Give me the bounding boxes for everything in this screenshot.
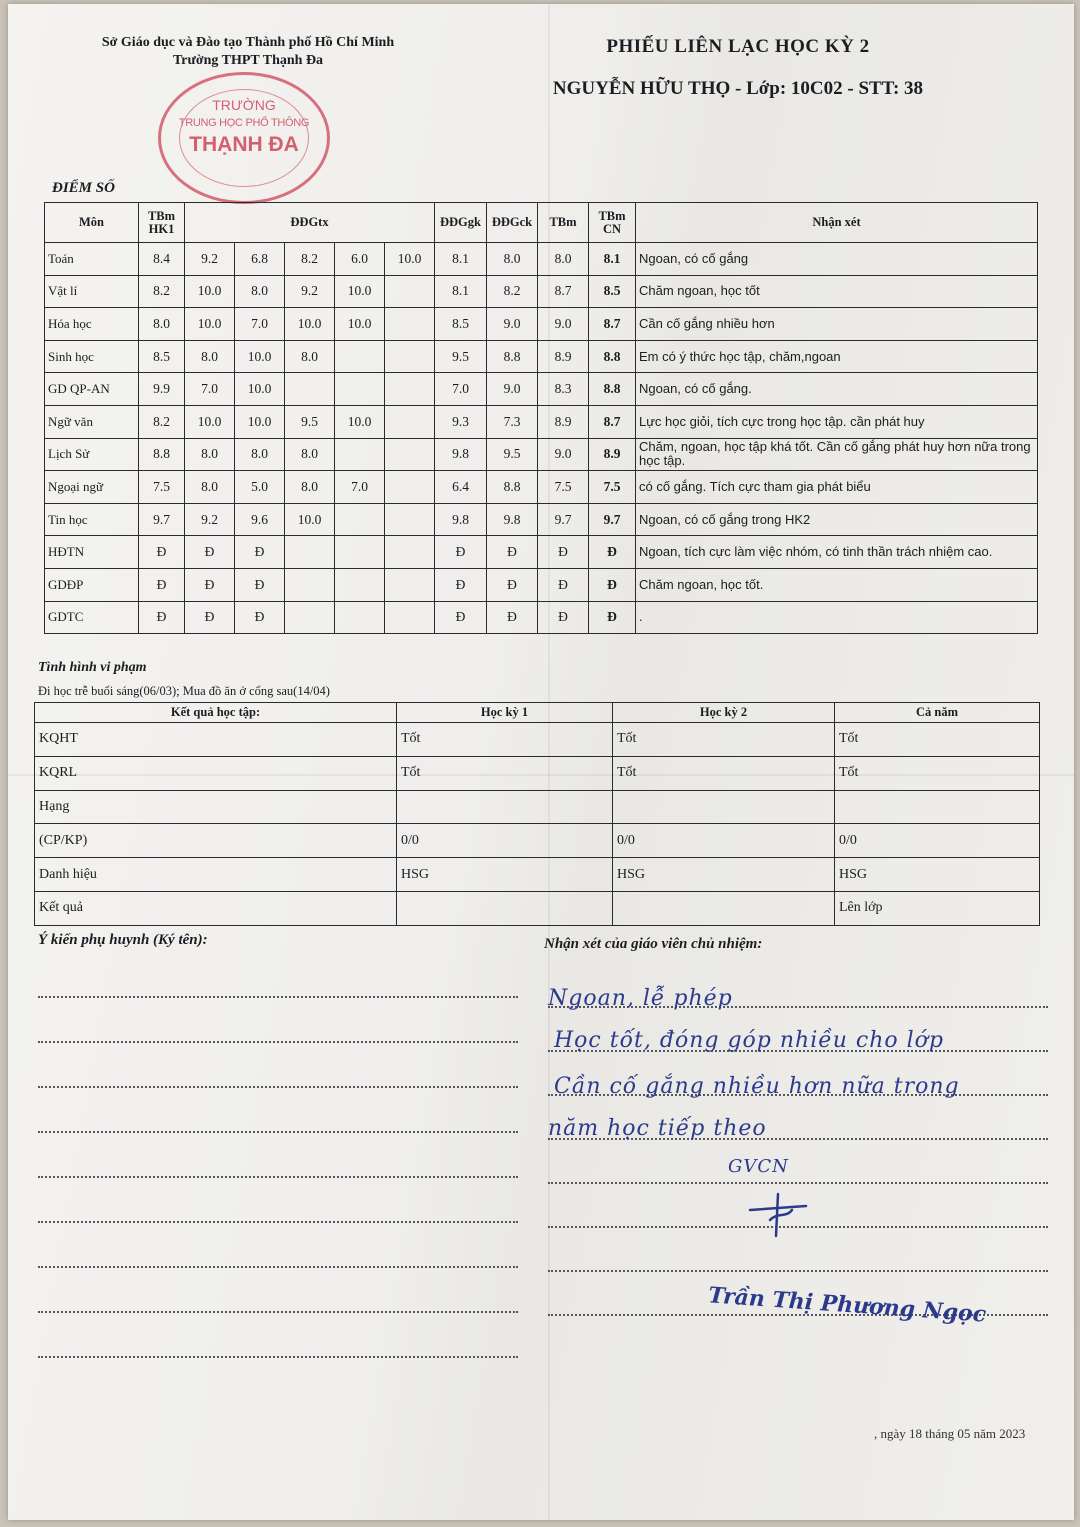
subject-cell: HĐTN <box>45 536 139 569</box>
result-row <box>35 756 1040 790</box>
tx-cell <box>385 340 435 373</box>
comment-cell: Chăm ngoan, học tốt. <box>636 568 1038 601</box>
grade-row <box>45 503 1038 536</box>
comment-cell: Cần cố gắng nhiều hơn <box>636 308 1038 341</box>
tx-cell: 10.0 <box>385 243 435 276</box>
ck-cell: 8.0 <box>487 243 538 276</box>
col-ddgck: ĐĐGck <box>487 203 538 243</box>
hk1-cell: 9.9 <box>139 373 185 406</box>
tx-cell: 8.0 <box>285 471 335 504</box>
ck-cell: 9.0 <box>487 373 538 406</box>
tbm-cn-cell: 8.8 <box>589 373 636 406</box>
comment-cell: Em có ý thức học tập, chăm,ngoan <box>636 340 1038 373</box>
result-hk1-cell: HSG <box>397 858 613 892</box>
tx-cell: 8.0 <box>285 438 335 471</box>
tx-cell: 9.2 <box>185 503 235 536</box>
result-row <box>35 723 1040 757</box>
teacher-role: GVCN <box>728 1156 789 1177</box>
stamp-line-3: THẠNH ĐA <box>189 133 299 156</box>
grade-row <box>45 243 1038 276</box>
result-label-cell: KQHT <box>35 723 397 757</box>
subject-cell: GDTC <box>45 601 139 634</box>
grade-row <box>45 601 1038 634</box>
stamp-inner-ring <box>179 89 309 187</box>
grade-row <box>45 275 1038 308</box>
tx-cell <box>335 601 385 634</box>
tx-cell <box>335 536 385 569</box>
teacher-comment-line-2: Học tốt, đóng góp nhiều cho lớp <box>554 1028 945 1053</box>
gk-cell: 9.5 <box>435 340 487 373</box>
result-year-cell <box>835 790 1040 824</box>
tbm-cn-cell: Đ <box>589 536 636 569</box>
grade-row <box>45 340 1038 373</box>
tbm-cell: Đ <box>538 601 589 634</box>
subject-cell: Vật lí <box>45 275 139 308</box>
hk1-cell: 9.7 <box>139 503 185 536</box>
ck-cell: 8.2 <box>487 275 538 308</box>
result-year-cell: HSG <box>835 858 1040 892</box>
tx-cell: 10.0 <box>335 405 385 438</box>
gk-cell: 9.8 <box>435 503 487 536</box>
tbm-cell: 8.0 <box>538 243 589 276</box>
tx-cell <box>285 568 335 601</box>
tx-cell: 5.0 <box>235 471 285 504</box>
tx-cell: Đ <box>235 536 285 569</box>
col-subject: Môn <box>45 203 139 243</box>
tbm-cn-cell: 8.7 <box>589 308 636 341</box>
subject-cell: Sinh học <box>45 340 139 373</box>
tbm-cell: 9.7 <box>538 503 589 536</box>
parent-writing-line <box>38 1266 518 1268</box>
tx-cell <box>385 471 435 504</box>
comment-cell: Chăm ngoan, học tốt <box>636 275 1038 308</box>
tx-cell: 10.0 <box>235 405 285 438</box>
teacher-comment-line-1: Ngoan, lễ phép <box>548 986 733 1011</box>
gk-cell: 8.1 <box>435 243 487 276</box>
hk1-cell: 8.8 <box>139 438 185 471</box>
tx-cell: 8.0 <box>185 438 235 471</box>
parent-writing-line <box>38 1356 518 1358</box>
school-stamp <box>158 72 330 204</box>
tx-cell: 10.0 <box>235 340 285 373</box>
hk1-cell: Đ <box>139 536 185 569</box>
ck-cell: 9.8 <box>487 503 538 536</box>
teacher-writing-line <box>548 1270 1048 1272</box>
results-header-year: Cả năm <box>835 703 1040 723</box>
result-hk2-cell <box>613 891 835 925</box>
violations-title: Tình hình vi phạm <box>38 660 147 675</box>
tx-cell: 8.2 <box>285 243 335 276</box>
result-hk1-cell <box>397 891 613 925</box>
tx-cell <box>385 536 435 569</box>
comment-cell: Ngoan, tích cực làm việc nhóm, có tinh thần trách nhiệm cao. <box>636 536 1038 569</box>
result-label-cell: KQRL <box>35 756 397 790</box>
tx-cell: 9.6 <box>235 503 285 536</box>
tx-cell: 7.0 <box>235 308 285 341</box>
teacher-comment-label: Nhận xét của giáo viên chủ nhiệm: <box>544 936 763 952</box>
tx-cell: Đ <box>185 601 235 634</box>
gk-cell: 8.1 <box>435 275 487 308</box>
results-header-hk1: Học kỳ 1 <box>397 703 613 723</box>
tbm-cell: 7.5 <box>538 471 589 504</box>
tx-cell: 9.2 <box>185 243 235 276</box>
tx-cell <box>335 568 385 601</box>
result-label-cell: Hạng <box>35 790 397 824</box>
stamp-line-1: TRƯỜNG <box>212 97 276 113</box>
tx-cell <box>385 405 435 438</box>
grades-body <box>45 243 1038 634</box>
tx-cell: 10.0 <box>185 308 235 341</box>
result-hk1-cell <box>397 790 613 824</box>
subject-cell: Hóa học <box>45 308 139 341</box>
tx-cell <box>335 438 385 471</box>
result-row <box>35 891 1040 925</box>
issuer-block <box>58 34 438 70</box>
tbm-cn-cell: 8.1 <box>589 243 636 276</box>
grades-header-row <box>45 203 1038 243</box>
tbm-cell: 9.0 <box>538 438 589 471</box>
tx-cell: 8.0 <box>185 340 235 373</box>
result-hk1-cell: Tốt <box>397 756 613 790</box>
tbm-cn-cell: 8.8 <box>589 340 636 373</box>
tx-cell: Đ <box>235 601 285 634</box>
col-comment: Nhận xét <box>636 203 1038 243</box>
tx-cell <box>335 373 385 406</box>
parent-writing-line <box>38 1041 518 1043</box>
tx-cell: 6.8 <box>235 243 285 276</box>
hk1-cell: 8.2 <box>139 405 185 438</box>
tbm-cell: 8.9 <box>538 340 589 373</box>
parent-writing-line <box>38 1086 518 1088</box>
parent-writing-line <box>38 1221 518 1223</box>
result-hk2-cell: Tốt <box>613 756 835 790</box>
tx-cell <box>385 373 435 406</box>
hk1-cell: Đ <box>139 568 185 601</box>
title-block <box>513 36 963 100</box>
results-body <box>35 723 1040 926</box>
tx-cell: 8.0 <box>235 438 285 471</box>
tx-cell <box>385 601 435 634</box>
col-ddgtx: ĐĐGtx <box>185 203 435 243</box>
tbm-cell: Đ <box>538 536 589 569</box>
hk1-cell: 8.5 <box>139 340 185 373</box>
ck-cell: Đ <box>487 601 538 634</box>
tx-cell <box>385 308 435 341</box>
results-header-row <box>35 703 1040 723</box>
hk1-cell: 8.2 <box>139 275 185 308</box>
grade-row <box>45 471 1038 504</box>
comment-cell: có cố gắng. Tích cực tham gia phát biểu <box>636 471 1038 504</box>
tx-cell <box>285 536 335 569</box>
form-title: PHIẾU LIÊN LẠC HỌC KỲ 2 <box>606 36 870 57</box>
comment-cell: Lực học giỏi, tích cực trong học tập. cần phát huy <box>636 405 1038 438</box>
tx-cell: 6.0 <box>335 243 385 276</box>
ck-cell: 9.0 <box>487 308 538 341</box>
result-hk2-cell: HSG <box>613 858 835 892</box>
subject-cell: GD QP-AN <box>45 373 139 406</box>
tbm-cn-cell: 8.5 <box>589 275 636 308</box>
hk1-cell: 8.4 <box>139 243 185 276</box>
teacher-comment-line-3: Cần cố gắng nhiều hơn nữa trong <box>554 1074 960 1099</box>
result-hk2-cell: 0/0 <box>613 824 835 858</box>
gk-cell: Đ <box>435 568 487 601</box>
grades-section-title: ĐIỂM SỐ <box>52 180 115 196</box>
violations-text: Đi học trễ buổi sáng(06/03); Mua đồ ăn ở cổng sau(14/04) <box>38 684 330 698</box>
parent-writing-line <box>38 996 518 998</box>
tbm-cn-cell: Đ <box>589 568 636 601</box>
tx-cell: 9.5 <box>285 405 335 438</box>
tx-cell <box>335 503 385 536</box>
teacher-comment-line-4: năm học tiếp theo <box>548 1116 767 1141</box>
gk-cell: Đ <box>435 601 487 634</box>
grade-row <box>45 308 1038 341</box>
ck-cell: 7.3 <box>487 405 538 438</box>
subject-cell: GDĐP <box>45 568 139 601</box>
comment-cell: Ngoan, có cố gắng trong HK2 <box>636 503 1038 536</box>
subject-cell: Ngữ văn <box>45 405 139 438</box>
result-hk2-cell <box>613 790 835 824</box>
result-year-cell: Lên lớp <box>835 891 1040 925</box>
tbm-cn-cell: 9.7 <box>589 503 636 536</box>
ck-cell: 8.8 <box>487 340 538 373</box>
tx-cell <box>385 275 435 308</box>
tx-cell: 9.2 <box>285 275 335 308</box>
tbm-cell: 8.7 <box>538 275 589 308</box>
gk-cell: 9.3 <box>435 405 487 438</box>
result-label-cell: Danh hiệu <box>35 858 397 892</box>
comment-cell: Chăm, ngoan, học tập khá tốt. Cần cố gắng phát huy hơn nữa trong học tập. <box>636 438 1038 471</box>
report-card-sheet <box>8 4 1074 1520</box>
col-tbm-cn: TBm CN <box>589 203 636 243</box>
subject-cell: Tin học <box>45 503 139 536</box>
parent-writing-line <box>38 1176 518 1178</box>
result-hk1-cell: Tốt <box>397 723 613 757</box>
gk-cell: 7.0 <box>435 373 487 406</box>
grade-row <box>45 373 1038 406</box>
hk1-cell: 8.0 <box>139 308 185 341</box>
teacher-name: Trần Thị Phương Ngọc <box>707 1282 988 1328</box>
tx-cell <box>385 568 435 601</box>
result-year-cell: Tốt <box>835 723 1040 757</box>
tbm-cn-cell: 8.7 <box>589 405 636 438</box>
grade-row <box>45 568 1038 601</box>
result-row <box>35 824 1040 858</box>
parent-comment-label: Ý kiến phụ huynh (Ký tên): <box>38 932 208 948</box>
grade-row <box>45 438 1038 471</box>
tbm-cn-cell: 8.9 <box>589 438 636 471</box>
tx-cell: Đ <box>235 568 285 601</box>
col-tbm: TBm <box>538 203 589 243</box>
hk1-cell: 7.5 <box>139 471 185 504</box>
tx-cell: 10.0 <box>285 503 335 536</box>
tbm-cn-cell: 7.5 <box>589 471 636 504</box>
parent-writing-line <box>38 1131 518 1133</box>
col-tbm-hk1: TBm HK1 <box>139 203 185 243</box>
result-year-cell: 0/0 <box>835 824 1040 858</box>
tx-cell: Đ <box>185 568 235 601</box>
tx-cell: 7.0 <box>185 373 235 406</box>
tbm-cn-cell: Đ <box>589 601 636 634</box>
result-label-cell: Kết quả <box>35 891 397 925</box>
result-label-cell: (CP/KP) <box>35 824 397 858</box>
grade-row <box>45 536 1038 569</box>
tx-cell <box>385 503 435 536</box>
tx-cell <box>285 601 335 634</box>
stamp-line-2: TRUNG HỌC PHỔ THÔNG <box>178 117 310 129</box>
comment-cell: Ngoan, có cố gắng. <box>636 373 1038 406</box>
gk-cell: 9.8 <box>435 438 487 471</box>
teacher-signature <box>748 1190 808 1238</box>
results-header-hk2: Học kỳ 2 <box>613 703 835 723</box>
tx-cell: 7.0 <box>335 471 385 504</box>
tx-cell <box>285 373 335 406</box>
tx-cell: 8.0 <box>285 340 335 373</box>
tx-cell: 10.0 <box>285 308 335 341</box>
tbm-cell: 8.3 <box>538 373 589 406</box>
comment-cell: Ngoan, có cố gắng <box>636 243 1038 276</box>
tx-cell: 10.0 <box>235 373 285 406</box>
result-row <box>35 858 1040 892</box>
result-row <box>35 790 1040 824</box>
tx-cell <box>335 340 385 373</box>
subject-cell: Lịch Sử <box>45 438 139 471</box>
gk-cell: 8.5 <box>435 308 487 341</box>
results-table <box>34 702 1040 926</box>
grades-table <box>44 202 1038 634</box>
results-header-label: Kết quả học tập: <box>35 703 397 723</box>
tx-cell: Đ <box>185 536 235 569</box>
subject-cell: Ngoại ngữ <box>45 471 139 504</box>
tx-cell: 8.0 <box>185 471 235 504</box>
tbm-cell: 9.0 <box>538 308 589 341</box>
tx-cell: 10.0 <box>335 308 385 341</box>
result-hk1-cell: 0/0 <box>397 824 613 858</box>
department-name: Sở Giáo dục và Đào tạo Thành phố Hồ Chí Minh <box>101 35 395 50</box>
tx-cell: 10.0 <box>185 275 235 308</box>
subject-cell: Toán <box>45 243 139 276</box>
result-hk2-cell: Tốt <box>613 723 835 757</box>
teacher-writing-line <box>548 1182 1048 1184</box>
gk-cell: Đ <box>435 536 487 569</box>
ck-cell: Đ <box>487 568 538 601</box>
school-name: Trường THPT Thạnh Đa <box>172 53 324 68</box>
col-ddggk: ĐĐGgk <box>435 203 487 243</box>
tx-cell: 10.0 <box>335 275 385 308</box>
result-year-cell: Tốt <box>835 756 1040 790</box>
student-line: NGUYỄN HỮU THỌ - Lớp: 10C02 - STT: 38 <box>552 78 924 99</box>
tbm-cell: Đ <box>538 568 589 601</box>
gk-cell: 6.4 <box>435 471 487 504</box>
comment-cell: . <box>636 601 1038 634</box>
tx-cell: 8.0 <box>235 275 285 308</box>
tx-cell <box>385 438 435 471</box>
ck-cell: 9.5 <box>487 438 538 471</box>
tx-cell: 10.0 <box>185 405 235 438</box>
grade-row <box>45 405 1038 438</box>
date-line: , ngày 18 tháng 05 năm 2023 <box>874 1426 1026 1441</box>
parent-writing-line <box>38 1311 518 1313</box>
ck-cell: 8.8 <box>487 471 538 504</box>
tbm-cell: 8.9 <box>538 405 589 438</box>
ck-cell: Đ <box>487 536 538 569</box>
hk1-cell: Đ <box>139 601 185 634</box>
